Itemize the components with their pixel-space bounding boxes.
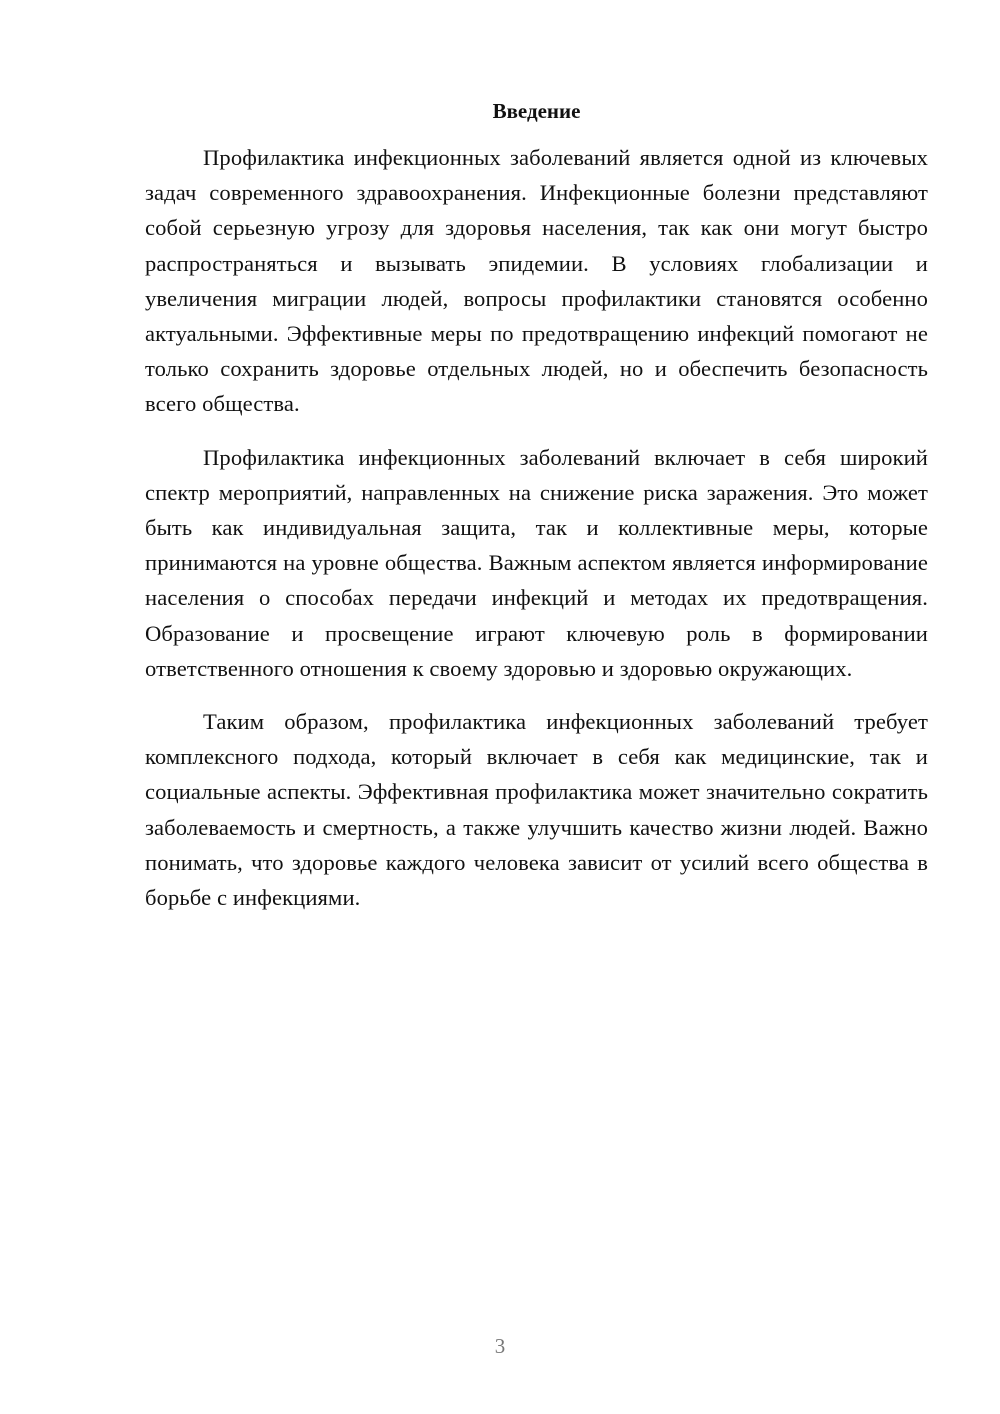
paragraph-2: Профилактика инфекционных заболеваний включает в себя широкий спектр мероприятий, направленных на снижение риска заражения. Это может быть как индивидуальная защита, так и коллективные меры, которые принимаются на уровне общества. Важным аспектом является информирование населения о способах передачи инфекций и методах их предотвращения. Образование и просвещение играют ключевую роль в формировании ответственного отношения к своему здоровью и здоровью окружающих.: [145, 444, 928, 681]
page-number: 3: [494, 1334, 506, 1358]
paragraph-1: Профилактика инфекционных заболеваний является одной из ключевых задач современного здравоохранения. Инфекционные болезни представляют собой серьезную угрозу для здоровья населения, так как они могут быстро распространяться и вызывать эпидемии. В условиях глобализации и увеличения миграции людей, вопросы профилактики становятся особенно актуальными. Эффективные меры по предотвращению инфекций помогают не только сохранить здоровье отдельных людей, но и обеспечить безопасность всего общества.: [145, 145, 928, 417]
section-title: Введение: [492, 99, 581, 123]
document-body: [145, 96, 928, 933]
paragraph-3: Таким образом, профилактика инфекционных заболеваний требует комплексного подхода, который включает в себя как медицинские, так и социальные аспекты. Эффективная профилактика может значительно сократить заболеваемость и смертность, а также улучшить качество жизни людей. Важно понимать, что здоровье каждого человека зависит от усилий всего общества в борьбе с инфекциями.: [145, 709, 928, 911]
